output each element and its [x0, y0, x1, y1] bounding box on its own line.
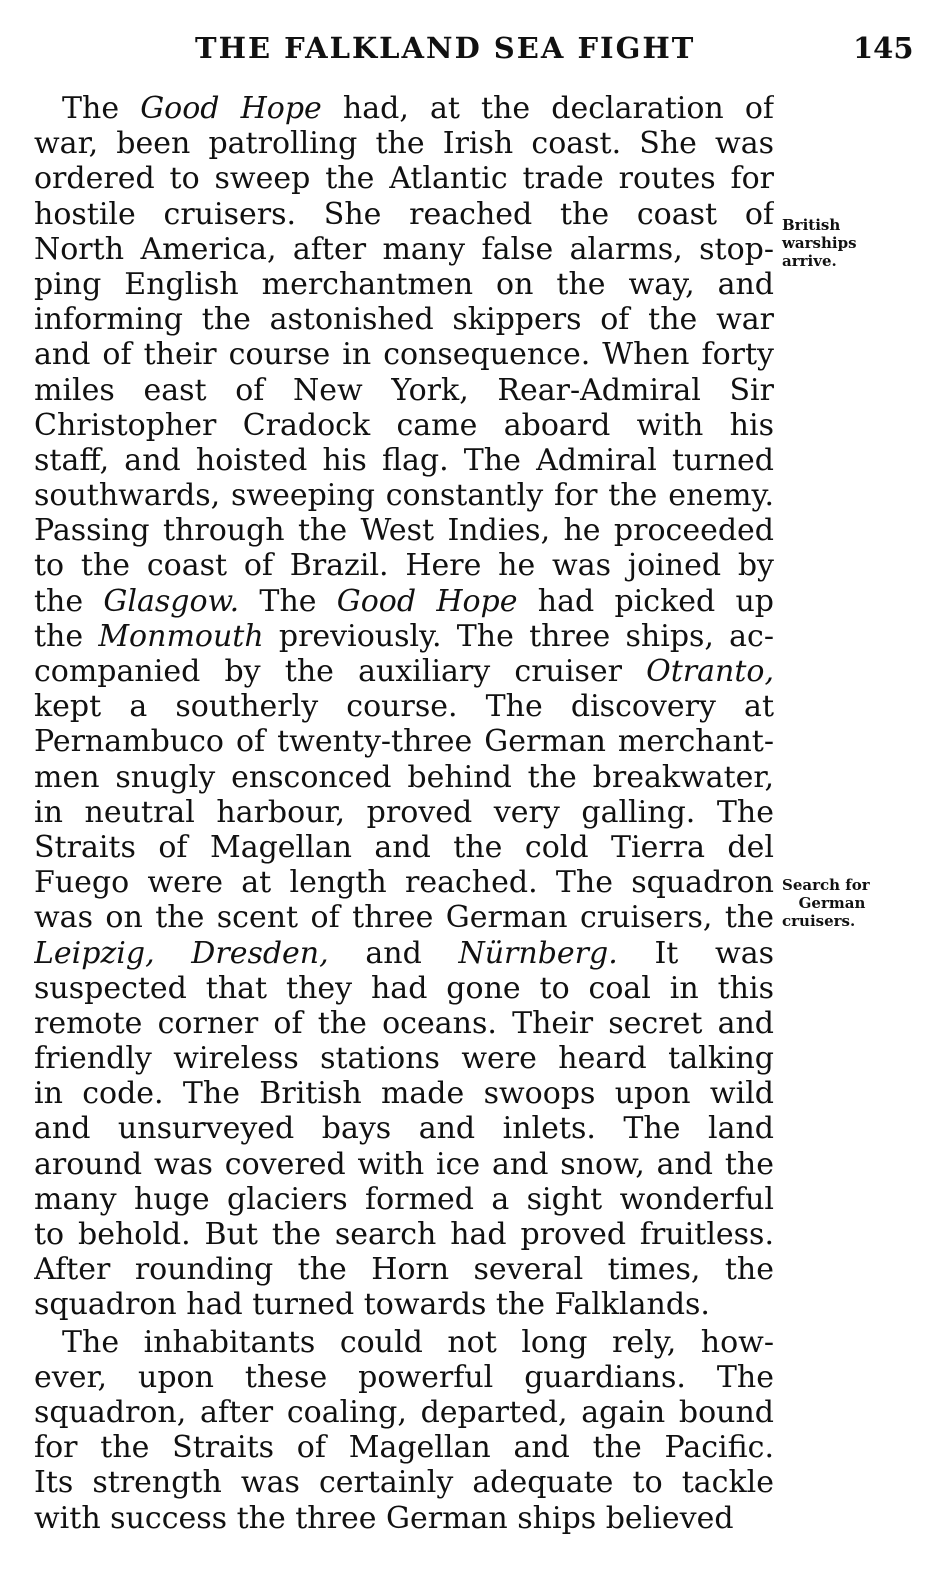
text-line — [34, 936, 774, 971]
text-run: suspected that they had gone to coal in this — [34, 970, 774, 1006]
text-run: with success the three German ships believed — [34, 1500, 734, 1536]
text-run: squadron had turned towards the Falklands. — [34, 1287, 710, 1323]
text-line — [34, 267, 774, 302]
sidenote-line: German — [798, 894, 866, 912]
italic-text: Glasgow. — [103, 583, 240, 619]
italic-text: Nürnberg. — [458, 935, 618, 971]
italic-text: Good Hope — [336, 583, 518, 619]
sidenote-line: Search for — [782, 876, 870, 894]
text-line — [34, 478, 774, 513]
text-run: Its strength was certainly adequate to tackle — [34, 1465, 774, 1501]
text-line — [34, 1501, 774, 1536]
text-run: and — [328, 935, 459, 971]
text-line — [34, 443, 774, 478]
text-line — [34, 161, 774, 196]
text-line — [34, 337, 774, 372]
text-run: ping English merchantmen on the way, and — [34, 266, 774, 302]
text-line — [34, 1430, 774, 1465]
text-line — [34, 302, 774, 337]
text-run: staff, and hoisted his flag. The Admiral turned — [34, 442, 774, 478]
text-line — [34, 1006, 774, 1041]
text-line — [34, 760, 774, 795]
text-run: The inhabitants could not long rely, how- — [62, 1324, 774, 1360]
text-line — [34, 795, 774, 830]
italic-text: Leipzig, Dresden, — [34, 935, 329, 971]
text-run: Passing through the West Indies, he proceeded — [34, 513, 774, 549]
text-run: had picked up — [517, 583, 774, 619]
text-line — [34, 1360, 774, 1395]
body-text — [34, 91, 774, 1536]
text-line — [34, 654, 774, 689]
text-run: many huge glaciers formed a sight wonderful — [34, 1181, 774, 1217]
sidenote-line: arrive. — [782, 252, 837, 270]
text-run: squadron, after coaling, departed, again bound — [34, 1394, 774, 1430]
text-run: and of their course in consequence. When forty — [34, 337, 774, 373]
text-run: ever, upon these powerful guardians. The — [34, 1359, 774, 1395]
text-run: friendly wireless stations were heard talking — [34, 1041, 774, 1077]
text-run: companied by the auxiliary cruiser — [34, 654, 647, 689]
text-run: around was covered with ice and snow, and the — [34, 1146, 774, 1182]
text-line — [34, 1076, 774, 1111]
text-run: previously. The three ships, ac- — [263, 618, 774, 654]
text-run: and unsurveyed bays and inlets. The land — [34, 1111, 774, 1147]
text-run: war, been patrolling the Irish coast. She was — [34, 126, 774, 162]
text-run: After rounding the Horn several times, the — [34, 1252, 774, 1288]
italic-text: Monmouth — [98, 618, 264, 654]
text-run: The — [239, 583, 337, 619]
text-line — [34, 1287, 774, 1322]
text-line — [34, 1147, 774, 1182]
text-line — [34, 1041, 774, 1076]
text-line — [34, 373, 774, 408]
text-run: kept a southerly course. The discovery at — [34, 689, 774, 725]
text-run: ordered to sweep the Atlantic trade routes for — [34, 161, 774, 197]
text-run: informing the astonished skippers of the war — [34, 302, 774, 338]
text-run: hostile cruisers. She reached the coast of — [34, 196, 774, 232]
text-line — [34, 1465, 774, 1500]
text-line — [34, 1217, 774, 1252]
text-line — [34, 1252, 774, 1287]
text-run: the — [34, 583, 104, 619]
sidenote-line: British — [782, 216, 841, 234]
text-run: It was — [617, 935, 774, 971]
paragraph — [34, 1325, 774, 1536]
text-line — [34, 830, 774, 865]
sidenote-search-cruisers — [782, 876, 882, 930]
sidenote-british-warships — [782, 216, 857, 270]
text-line — [34, 689, 774, 724]
text-run: Fuego were at length reached. The squadron — [34, 865, 774, 901]
text-line — [34, 1182, 774, 1217]
text-run: remote corner of the oceans. Their secret and — [34, 1005, 774, 1041]
text-run: Pernambuco of twenty-three German merchant- — [34, 724, 774, 760]
text-line — [34, 91, 774, 126]
text-line — [34, 971, 774, 1006]
text-line — [34, 900, 774, 935]
text-run: in code. The British made swoops upon wild — [34, 1076, 774, 1112]
text-line — [34, 126, 774, 161]
text-run: Straits of Magellan and the cold Tierra del — [34, 829, 774, 865]
text-line — [34, 584, 774, 619]
text-line — [34, 1325, 774, 1360]
text-run: for the Straits of Magellan and the Pacific. — [34, 1430, 774, 1466]
text-run: in neutral harbour, proved very galling. The — [34, 794, 774, 830]
italic-text: Otranto, — [646, 654, 774, 689]
text-line — [34, 619, 774, 654]
sidenote-line: cruisers. — [782, 912, 856, 930]
text-run: men snugly ensconced behind the breakwater, — [34, 759, 774, 795]
text-run: The — [62, 91, 141, 126]
running-title: THE FALKLAND SEA FIGHT — [195, 31, 696, 65]
text-line — [34, 1111, 774, 1146]
text-line — [34, 548, 774, 583]
text-line — [34, 197, 774, 232]
text-run: the — [34, 618, 99, 654]
text-run: to behold. But the search had proved fruitless. — [34, 1217, 774, 1252]
text-line — [34, 232, 774, 267]
text-line — [34, 724, 774, 759]
text-line — [34, 513, 774, 548]
text-run: miles east of New York, Rear-Admiral Sir — [34, 372, 774, 408]
sidenote-line: warships — [782, 234, 857, 252]
page-number: 145 — [853, 31, 914, 65]
text-run: had, at the declaration of — [321, 91, 774, 126]
paragraph — [34, 91, 774, 1323]
text-run: North America, after many false alarms, stop- — [34, 231, 774, 267]
text-run: to the coast of Brazil. Here he was joined by — [34, 548, 774, 584]
italic-text: Good Hope — [140, 91, 322, 126]
text-line — [34, 1395, 774, 1430]
text-run: southwards, sweeping constantly for the enemy. — [34, 478, 774, 514]
text-run: Christopher Cradock came aboard with his — [34, 407, 774, 443]
text-run: was on the scent of three German cruisers, the — [34, 900, 774, 936]
text-line — [34, 408, 774, 443]
text-line — [34, 865, 774, 900]
